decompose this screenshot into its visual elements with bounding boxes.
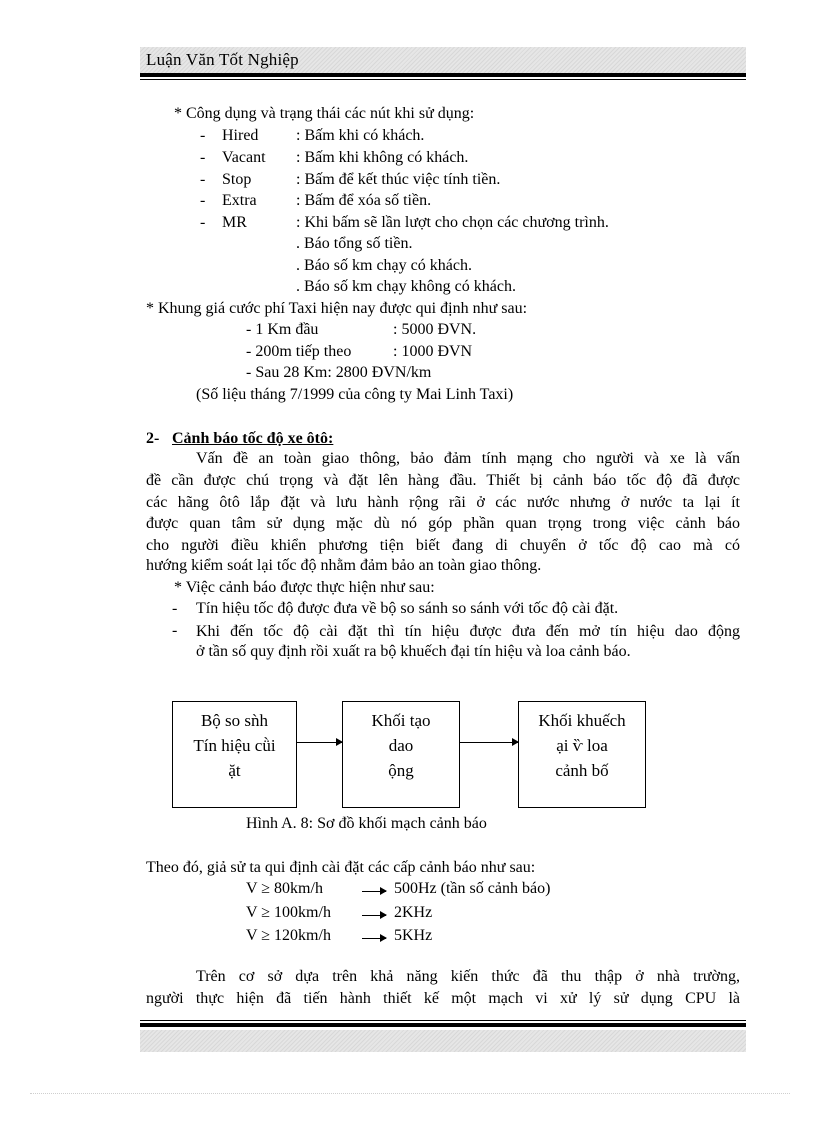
fare-label: - 200m tiếp theo [246,343,352,360]
level-arrow [362,891,386,892]
header-rule-thin [140,79,746,80]
bullet-line: Tín hiệu tốc độ được đưa về bộ so sánh so sánh với tốc độ cài đặt. [196,600,619,617]
paragraph-line: đề cần được chú trọng và đặt lên hàng đầu. Thiết bị cảnh báo tốc độ đã được [146,472,740,489]
diagram-arrow [297,742,342,743]
page-header-title: Luận Văn Tốt Nghiệp [146,50,299,69]
bullet-line: ở tần số quy định rồi xuất ra bộ khuếch đại tín hiệu và loa cảnh báo. [196,643,631,660]
page-edge-divider [30,1093,790,1094]
button-name: Stop [222,171,252,188]
diagram-block-comparator [172,701,297,808]
level-frequency: 5KHz [394,927,433,944]
block-line: cảnh bố [555,761,609,780]
bullet-line: Khi đến tốc độ cài đặt thì tín hiệu được đưa đến mở tín hiệu dao động [196,623,740,640]
button-desc: : Khi bấm sẽ lần lượt cho chọn các chương trình. [296,214,609,231]
block-line: ại ѷ loa [556,736,608,755]
paragraph-line: hướng kiểm soát lại tốc độ nhằm đảm bảo an toàn giao thông. [146,557,542,574]
section-number: 2- [146,430,160,447]
diagram-caption: Hình A. 8: Sơ đồ khối mạch cảnh báo [246,815,487,832]
block-line: Bộ so sǹh [200,711,269,730]
fares-source: (Số liệu tháng 7/1999 của công ty Mai Linh Taxi) [196,386,514,403]
fares-intro: * Khung giá cước phí Taxi hiện nay được qui định như sau: [146,300,528,317]
warning-intro: * Việc cảnh báo được thực hiện như sau: [174,579,435,596]
block-line: ặt [228,761,241,780]
button-name: MR [222,214,247,231]
level-speed: V ≥ 100km/h [246,904,331,921]
button-dash: - [200,171,206,188]
fare-label: - 1 Km đầu [246,321,319,338]
section-title: Cảnh báo tốc độ xe ôtô: [172,430,334,447]
footer-rule-thick [140,1023,746,1027]
closing-line: người thực hiện đã tiến hành thiết kế một mạch vi xử lý sử dụng CPU là [146,990,740,1007]
button-name: Hired [222,127,259,144]
button-desc: : Bấm để kết thúc việc tính tiền. [296,171,501,188]
button-name: Vacant [222,149,266,166]
levels-intro: Theo đó, giả sử ta qui định cài đặt các cấp cảnh báo như sau: [146,859,536,876]
buttons-intro: * Công dụng và trạng thái các nút khi sử dụng: [174,105,475,122]
level-arrow [362,938,386,939]
button-dash: - [200,149,206,166]
mr-option: . Báo tổng số tiền. [296,235,413,252]
block-line: dao [388,736,414,755]
diagram-arrow [460,742,518,743]
mr-option: . Báo số km chạy có khách. [296,257,472,274]
fare-label: - Sau 28 Km: 2800 ĐVN/km [246,364,432,381]
footer-band [140,1030,746,1052]
bullet-dash: - [172,622,178,639]
closing-line: Trên cơ sở dựa trên khả năng kiến thức đã thu thập ở nhà trường, [196,968,740,985]
button-desc: : Bấm khi không có khách. [296,149,469,166]
header-rule-thick [140,73,746,77]
button-desc: : Bấm khi có khách. [296,127,425,144]
block-line: ộng [388,761,414,780]
paragraph-line: được quan tâm sử dụng mặc dù nó góp phần quan trọng trong việc cảnh báo [146,515,740,532]
paragraph-line: cho người điều khiển phương tiện biết đang di chuyển ở tốc độ cao mà có [146,537,740,554]
button-name: Extra [222,192,257,209]
fare-value: : 1000 ĐVN [393,343,473,360]
button-dash: - [200,192,206,209]
level-arrow [362,915,386,916]
button-dash: - [200,214,206,231]
fare-value: : 5000 ĐVN. [393,321,477,338]
level-frequency: 500Hz (tần số cảnh báo) [394,880,551,897]
level-frequency: 2KHz [394,904,433,921]
mr-option: . Báo số km chạy không có khách. [296,278,516,295]
paragraph-line: Vấn đề an toàn giao thông, bảo đảm tính mạng cho người và xe là vấn [196,450,740,467]
block-line: Khối tạo [371,711,431,730]
bullet-dash: - [172,600,178,617]
level-speed: V ≥ 120km/h [246,927,331,944]
diagram-block-amplifier [518,701,646,808]
paragraph-line: các hãng ôtô lắp đặt và lưu hành rộng rãi ở các nước nhưng ở nước ta lại ít [146,494,740,511]
block-line: Tín hiệu cǜi [193,736,276,755]
level-speed: V ≥ 80km/h [246,880,323,897]
diagram-block-oscillator [342,701,460,808]
button-desc: : Bấm để xóa số tiền. [296,192,432,209]
button-dash: - [200,127,206,144]
footer-rule-thin [140,1020,746,1021]
block-line: Khối khuếch [538,711,626,730]
